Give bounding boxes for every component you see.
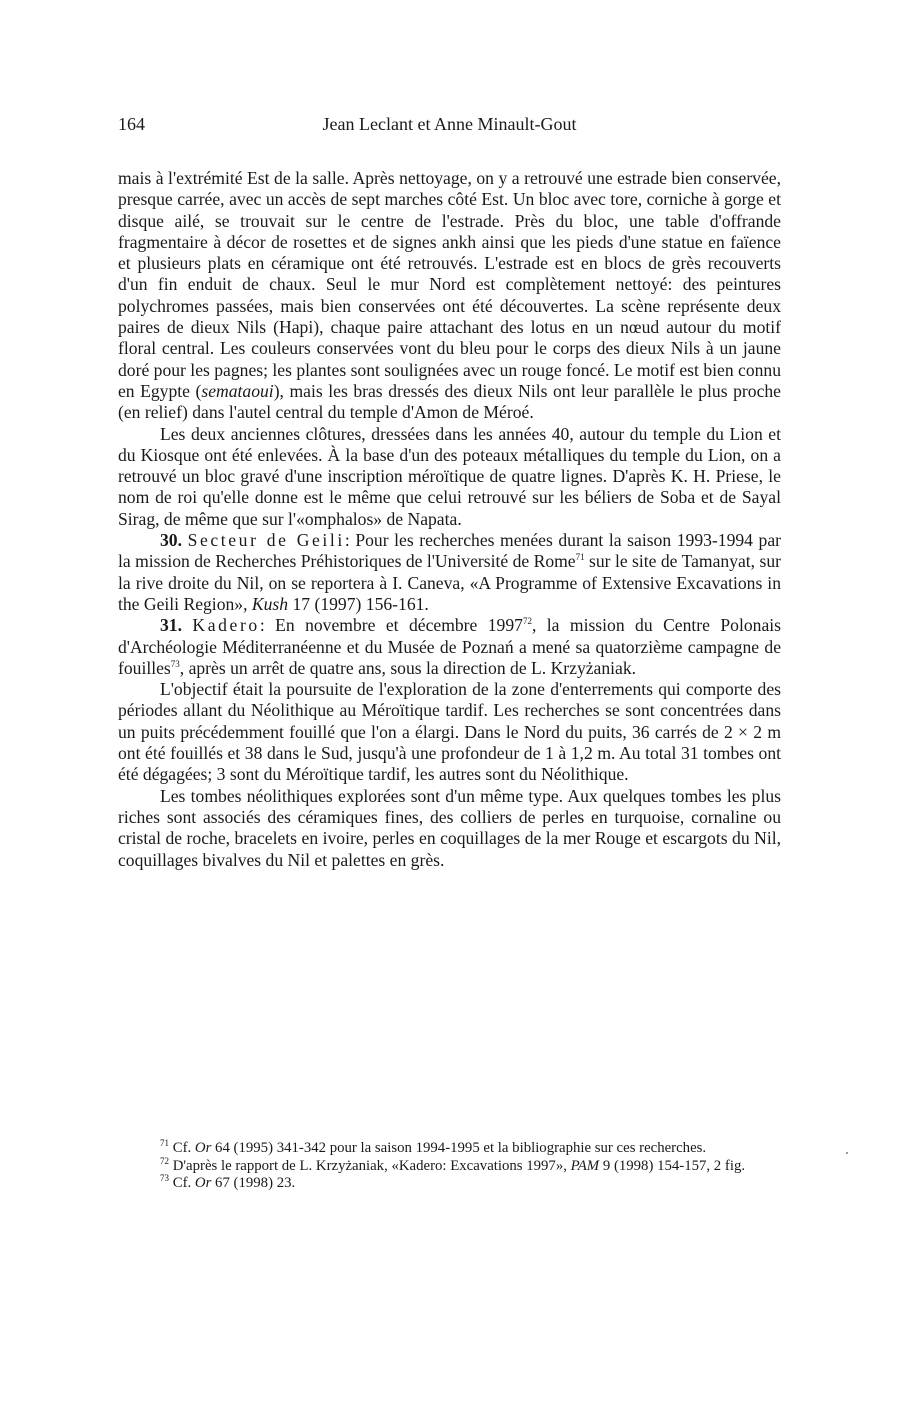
footnote-ref: 72 [522,616,532,627]
footnote-73: $^{73}$ Cf. Or 67 (1998) 23. [160,1173,296,1192]
section-30: 30. Secteur de Geili: Pour les recherches menées durant la saison 1993-1994 par la mission de Recherches Préhistoriques de l'Université de Rome$^{71}$ sur le site de Tamanyat, sur la rive droite du Nil, on se reportera à I. Caneva, «A Programme of Extensive Excavations in the Geili Region», Kush 17 (1997) 156-161. [118,530,781,614]
paragraph-estrade: mais à l'extrémité Est de la salle. Après nettoyage, on y a retrouvé une estrade bien conservée, presque carrée, avec un accès de sept marches côté Est. Un bloc avec tore, corniche à gorge et disque ailé, se trouvait sur le centre de l'estrade. Près du bloc, une table d'offrande fragmentaire à décor de rosettes et de signes ankh ainsi que les pieds d'une statue en faïence et plusieurs plats en céramique ont été retrouvés. L'estrade est en blocs de grès recouverts d'un fin enduit de chaux. Seul le mur Nord est complètement nettoyé: des peintures polychromes passées, mais bien conservées ont été découvertes. La scène représente deux paires de dieux Nils (Hapi), chaque paire attachant des lotus en un nœud autour du motif floral central. Les couleurs conservées vont du bleu pour le corps des dieux Nils à un jaune doré pour les pagnes; les plantes sont soulignées avec un rouge foncé. Le motif est bien connu en Egypte (semataoui), mais les bras dressés des dieux Nils ont leur parallèle le plus proche (en relief) dans l'autel central du temple d'Amon de Méroé. [118,168,782,423]
italic-term: semataoui [201,380,274,401]
body-text [118,168,781,871]
running-head [118,114,781,140]
footnotes [118,1140,781,1193]
section-title: Secteur de Geili [187,530,345,551]
footnote-71: $^{71}$ Cf. Or 64 (1995) 341-342 pour la saison 1994-1995 et la bibliographie sur ces recherches. [160,1138,707,1156]
paragraph-objectif: L'objectif était la poursuite de l'exploration de la zone d'enterrements qui comporte des périodes allant du Néolithique au Méroïtique tardif. Les recherches se sont concentrées dans un puits précédemment fouillé que l'on a élargi. Dans le Nord du puits, 36 carrés de 2 × 2 m ont été fouillés et 38 dans le Sud, jusqu'à une profondeur de 1 à 1,2 m. Au total 31 tombes ont été dégagées; 3 sont du Méroïtique tardif, les autres sont du Néolithique. [118,679,781,785]
section-number: 30. [160,530,182,551]
footnote-72: $^{72}$ D'après le rapport de L. Krzyżaniak, «Kadero: Excavations 1997», PAM 9 (1998) 154-157, 2 fig. [160,1155,746,1174]
page-number: 164 [118,114,145,134]
footnote-ref: 73 [170,658,180,669]
section-31: 31. Kadero: En novembre et décembre 1997$^{72}$, la mission du Centre Polonais d'Archéologie Méditerranéenne et du Musée de Poznań a mené sa quatorzième campagne de fouilles$^{73}$, après un arrêt de quatre ans, sous la direction de L. Krzyżaniak. [118,615,781,678]
section-number: 31. [160,615,182,636]
paragraph-clotures: Les deux anciennes clôtures, dressées dans les années 40, autour du temple du Lion et du Kiosque ont été enlevées. À la base d'un des poteaux métalliques du temple du Lion, on a retrouvé un bloc gravé d'une inscription méroïtique de quatre lignes. D'après K. H. Priese, le nom de roi qu'elle donne est le même que celui retrouvé sur les béliers de Soba et de Sayal Sirag, de même que sur l'«omphalos» de Napata. [118,423,781,529]
scan-speck [846,1152,848,1154]
running-title: Jean Leclant et Anne Minault-Gout [322,114,577,134]
footnote-ref: 71 [575,552,585,563]
paragraph-tombes: Les tombes néolithiques explorées sont d'un même type. Aux quelques tombes les plus riches sont associés des céramiques fines, des colliers de perles en turquoise, cornaline ou cristal de roche, bracelets en ivoire, perles en coquillages de la mer Rouge et escargots du Nil, coquillages bivalves du Nil et palettes en grès. [118,785,781,870]
journal-title: Kush [251,593,289,614]
section-title: Kadero [192,615,260,636]
